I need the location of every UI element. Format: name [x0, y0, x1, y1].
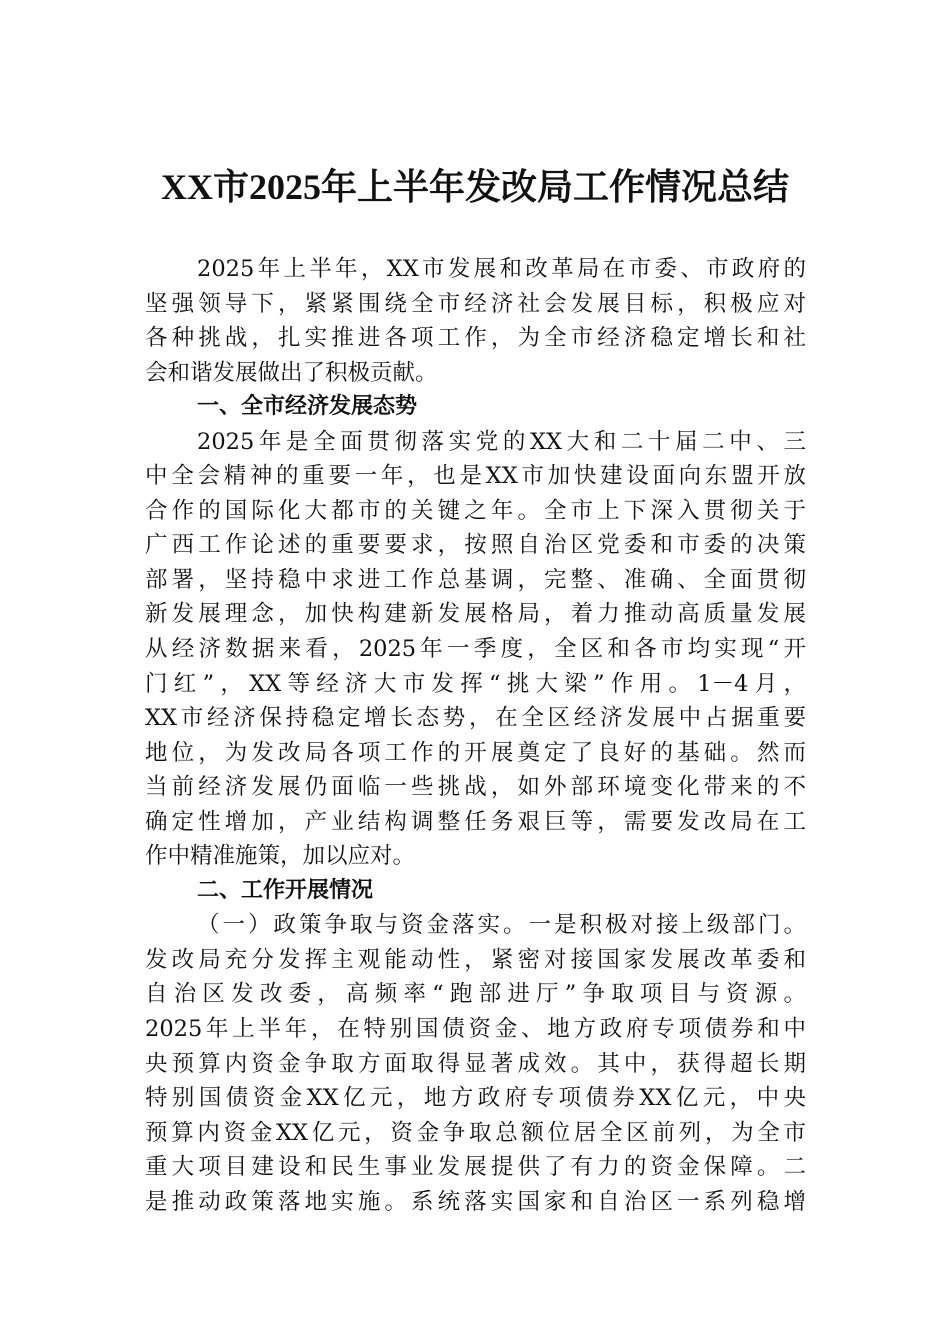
paragraph-line: 中全会精神的重要一年，也是XX市加快建设面向东盟开放	[145, 463, 806, 490]
document-title: XX市2025年上半年发改局工作情况总结	[161, 167, 789, 207]
paragraph-line: （一）政策争取与资金落实。一是积极对接上级部门。	[197, 912, 806, 939]
paragraph-line: 预算内资金XX亿元，资金争取总额位居全区前列，为全市	[145, 1119, 806, 1146]
paragraph-line: 部署，坚持稳中求进工作总基调，完整、准确、全面贯彻	[145, 566, 806, 593]
paragraph-line: 作中精准施策，加以应对。	[145, 843, 416, 870]
section-heading: 一、全市经济发展态势	[197, 394, 418, 420]
paragraph-line: 2025年上半年，XX市发展和改革局在市委、市政府的	[197, 256, 806, 282]
paragraph-line: 2025年上半年，在特别国债资金、地方政府专项债券和中	[145, 1016, 806, 1043]
paragraph-line: 当前经济发展仍面临一些挑战，如外部环境变化带来的不	[145, 774, 806, 801]
paragraph-line: 广西工作论述的重要要求，按照自治区党委和市委的决策	[145, 532, 806, 559]
paragraph-line: 从经济数据来看，2025年一季度，全区和各市均实现“开	[145, 636, 806, 663]
paragraph-line: 是推动政策落地实施。系统落实国家和自治区一系列稳增	[145, 1188, 806, 1215]
paragraph-line: 重大项目建设和民生事业发展提供了有力的资金保障。二	[145, 1154, 806, 1181]
document-body	[145, 252, 806, 1219]
paragraph-line: 特别国债资金XX亿元，地方政府专项债券XX亿元，中央	[145, 1085, 806, 1112]
paragraph-line: 2025年是全面贯彻落实党的XX大和二十届二中、三	[197, 428, 806, 455]
paragraph-line: 地位，为发改局各项工作的开展奠定了良好的基础。然而	[145, 739, 806, 766]
paragraph-line: 门红”，XX等经济大市发挥“挑大梁”作用。1－4月，	[145, 670, 806, 697]
paragraph-line: 坚强领导下，紧紧围绕全市经济社会发展目标，积极应对	[145, 290, 806, 317]
section-heading: 二、工作开展情况	[197, 877, 374, 903]
paragraph-line: 发改局充分发挥主观能动性，紧密对接国家发展改革委和	[145, 946, 806, 973]
paragraph-line: 新发展理念，加快构建新发展格局，着力推动高质量发展	[145, 601, 806, 628]
paragraph-line: 确定性增加，产业结构调整任务艰巨等，需要发改局在工	[145, 808, 806, 835]
paragraph-line: 央预算内资金争取方面取得显著成效。其中，获得超长期	[145, 1050, 806, 1077]
paragraph-line: 会和谐发展做出了积极贡献。	[145, 359, 438, 386]
paragraph-line: XX市经济保持稳定增长态势，在全区经济发展中占据重要	[145, 705, 806, 732]
paragraph-line: 合作的国际化大都市的关键之年。全市上下深入贯彻关于	[145, 497, 806, 524]
paragraph-line: 各种挑战，扎实推进各项工作，为全市经济稳定增长和社	[145, 325, 806, 352]
paragraph-line: 自治区发改委，高频率“跑部进厅”争取项目与资源。	[145, 981, 806, 1008]
